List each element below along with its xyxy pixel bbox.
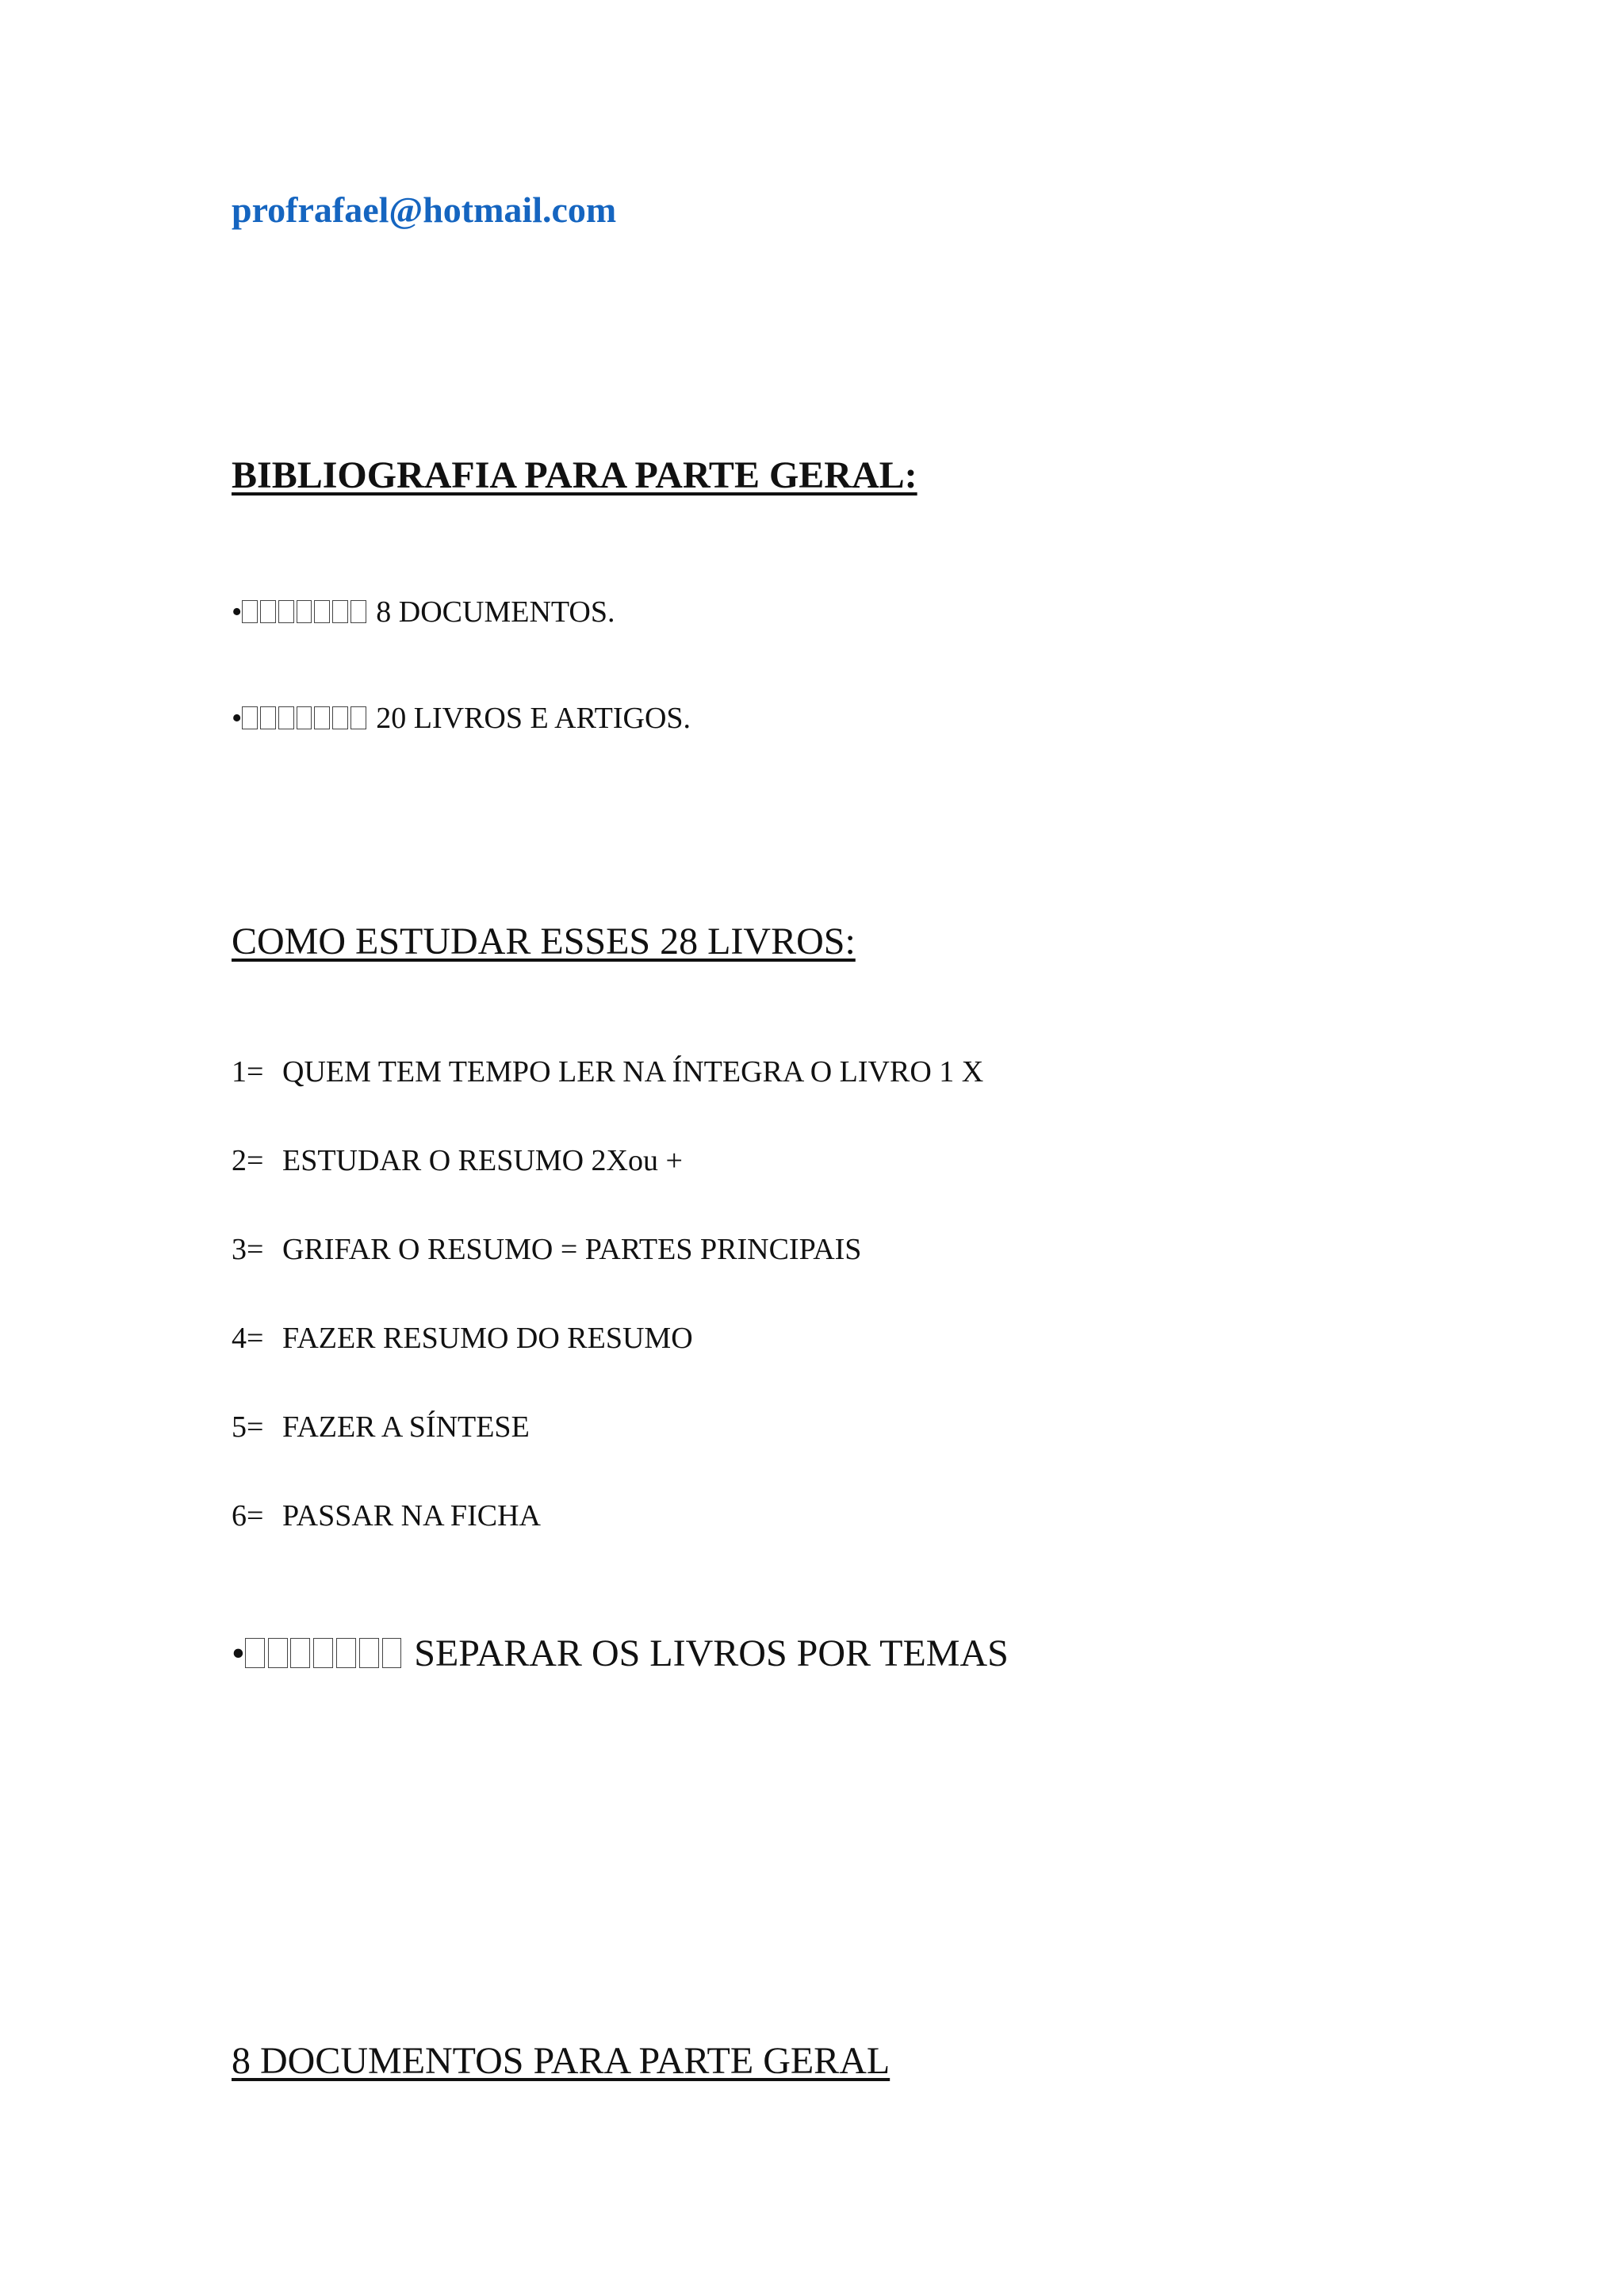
bullet-icon: • <box>232 595 243 629</box>
step-text: PASSAR NA FICHA <box>282 1499 541 1533</box>
bibliography-item <box>232 701 691 736</box>
step-text: QUEM TEM TEMPO LER NA ÍNTEGRA O LIVRO 1 X <box>282 1055 984 1089</box>
step-text: FAZER RESUMO DO RESUMO <box>282 1322 693 1355</box>
step-number: 3= <box>232 1233 264 1266</box>
heading-study: COMO ESTUDAR ESSES 28 LIVROS: <box>232 920 856 962</box>
step-text: FAZER A SÍNTESE <box>282 1410 530 1444</box>
bibliography-item <box>232 595 615 629</box>
missing-glyph-icon <box>245 1632 404 1675</box>
study-step <box>232 1321 693 1356</box>
study-step <box>232 1054 983 1089</box>
step-number: 5= <box>232 1410 264 1444</box>
separate-books-item <box>232 1632 1009 1675</box>
step-text: ESTUDAR O RESUMO 2Xou + <box>282 1144 683 1177</box>
step-text: GRIFAR O RESUMO = PARTES PRINCIPAIS <box>282 1233 862 1266</box>
separate-books-label: SEPARAR OS LIVROS POR TEMAS <box>414 1632 1009 1674</box>
step-number: 6= <box>232 1499 264 1533</box>
missing-glyph-icon <box>242 701 368 736</box>
bullet-icon: • <box>232 702 243 735</box>
missing-glyph-icon <box>242 595 368 629</box>
step-number: 4= <box>232 1322 264 1355</box>
step-number: 2= <box>232 1144 264 1177</box>
email-link[interactable]: profrafael@hotmail.com <box>232 189 617 230</box>
step-number: 1= <box>232 1055 264 1089</box>
study-step <box>232 1410 530 1445</box>
bibliography-item-label: 8 DOCUMENTOS. <box>376 595 615 629</box>
heading-bibliography: BIBLIOGRAFIA PARA PARTE GERAL: <box>232 454 917 496</box>
bibliography-item-label: 20 LIVROS E ARTIGOS. <box>376 702 691 735</box>
study-step <box>232 1143 683 1178</box>
bullet-icon: • <box>232 1632 245 1674</box>
study-step <box>232 1232 861 1267</box>
heading-documents: 8 DOCUMENTOS PARA PARTE GERAL <box>232 2040 891 2082</box>
study-step <box>232 1498 541 1533</box>
